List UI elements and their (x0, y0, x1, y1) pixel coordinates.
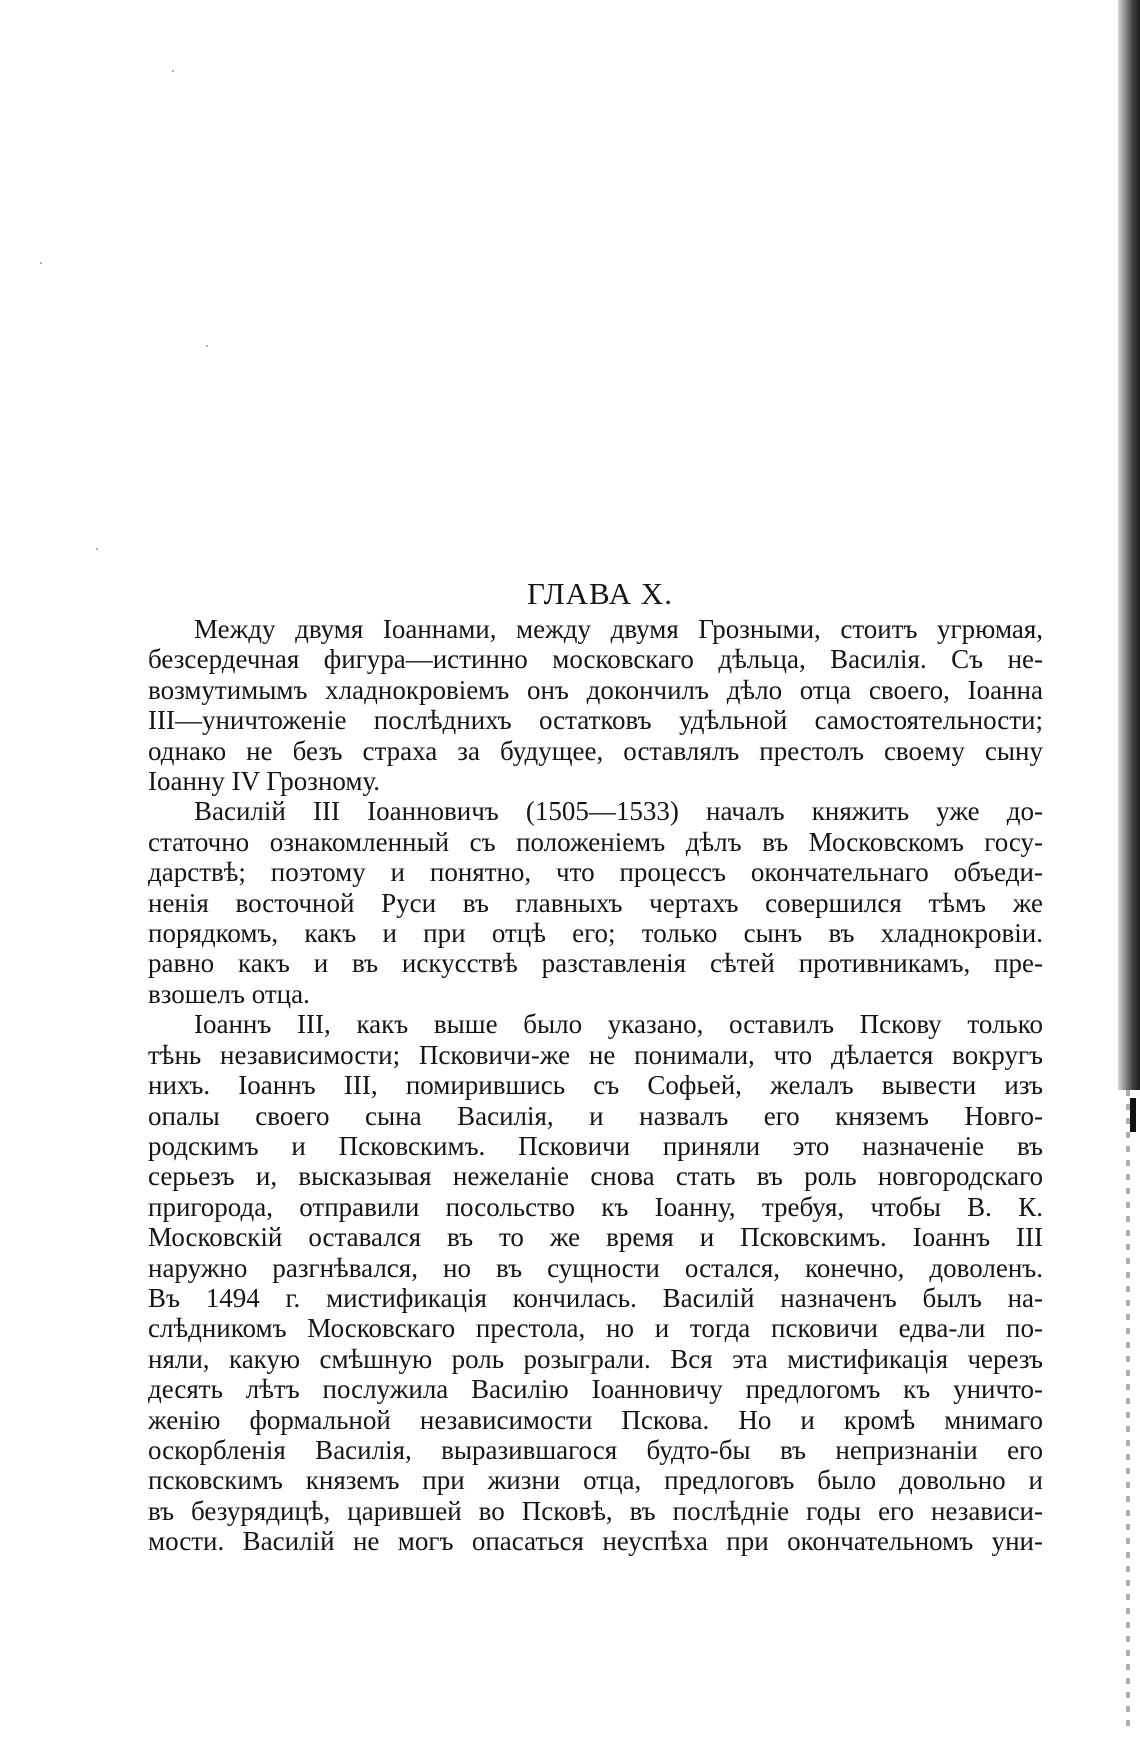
text-line: однако не безъ страха за будущее, оставлялъ престолъ своему сыну (148, 735, 1043, 766)
text-line: псковскимъ княземъ при жизни отца, предлоговъ было довольно и (148, 1465, 1043, 1496)
text-line: няли, какую смѣшную роль розыграли. Вся эта мистификація черезъ (148, 1343, 1043, 1374)
text-line: десять лѣтъ послужила Василію Іоанновичу предлогомъ къ уничто- (148, 1374, 1043, 1405)
text-line: нихъ. Іоаннъ III, помирившись съ Софьей, желалъ вывести изъ (148, 1070, 1043, 1101)
text-line: оскорбленія Василія, выразившагося будто-бы въ непризнаніи его (148, 1434, 1043, 1465)
text-line: статочно ознакомленный съ положеніемъ дѣлъ въ Московскомъ госу- (148, 826, 1043, 857)
text-line: въ безурядицѣ, царившей во Псковѣ, въ послѣдніе годы его независи- (148, 1495, 1043, 1526)
scan-edge-mark (1130, 1098, 1136, 1132)
scan-edge-dashes (1126, 1090, 1130, 1730)
text-line: возмутимымъ хладнокровіемъ онъ докончилъ дѣло отца своего, Іоанна (148, 674, 1043, 705)
text-line: тѣнь независимости; Псковичи-же не понимали, что дѣлается вокругъ (148, 1039, 1043, 1070)
text-line: безсердечная фигура—истинно московскаго дѣльца, Василія. Съ не- (148, 644, 1043, 675)
scan-speck (206, 345, 208, 347)
text-line: опалы своего сына Василія, и назвалъ его княземъ Новго- (148, 1100, 1043, 1131)
scan-speck (40, 262, 42, 264)
chapter-body (148, 614, 1043, 1557)
text-line: наружно разгнѣвался, но въ сущности остался, конечно, доволенъ. (148, 1252, 1043, 1283)
text-line: слѣдникомъ Московскаго престола, но и тогда псковичи едва-ли по- (148, 1313, 1043, 1344)
text-line: дарствѣ; поэтому и понятно, что процессъ окончательнаго объеди- (148, 857, 1043, 888)
text-line: мости. Василій не могъ опасаться неуспѣха при окончательномъ уни- (148, 1526, 1043, 1557)
chapter-title: ГЛАВА X. (526, 575, 673, 611)
text-line: Василій III Іоанновичъ (1505—1533) началъ княжить уже до- (194, 796, 1043, 827)
text-line: Въ 1494 г. мистификація кончилась. Василій назначенъ былъ на- (148, 1282, 1043, 1313)
scan-edge-shadow (1118, 0, 1140, 1090)
scan-speck (96, 548, 98, 550)
text-line: равно какъ и въ искусствѣ разставленія сѣтей противникамъ, пре- (148, 948, 1043, 979)
text-line: Іоанну IV Грозному. (148, 766, 381, 797)
text-line: порядкомъ, какъ и при отцѣ его; только сынъ въ хладнокровіи. (148, 918, 1043, 949)
text-line: родскимъ и Псковскимъ. Псковичи приняли это назначеніе въ (148, 1130, 1043, 1161)
text-line: III—уничтоженіе послѣднихъ остатковъ удѣльной самостоятельности; (148, 705, 1043, 736)
text-line: женію формальной независимости Пскова. Но и кромѣ мнимаго (148, 1404, 1043, 1435)
text-line: ненія восточной Руси въ главныхъ чертахъ совершился тѣмъ же (148, 887, 1043, 918)
text-line: взошелъ отца. (148, 978, 310, 1009)
scan-speck (172, 70, 174, 72)
text-line: серьезъ и, высказывая нежеланіе снова стать въ роль новгородскаго (148, 1161, 1043, 1192)
text-line: Іоаннъ III, какъ выше было указано, оставилъ Пскову только (194, 1009, 1043, 1040)
text-line: пригорода, отправили посольство къ Іоанну, требуя, чтобы В. К. (148, 1191, 1043, 1222)
text-line: Между двумя Іоаннами, между двумя Грозными, стоитъ угрюмая, (194, 614, 1043, 644)
text-line: Московскій оставался въ то же время и Псковскимъ. Іоаннъ III (148, 1222, 1043, 1253)
